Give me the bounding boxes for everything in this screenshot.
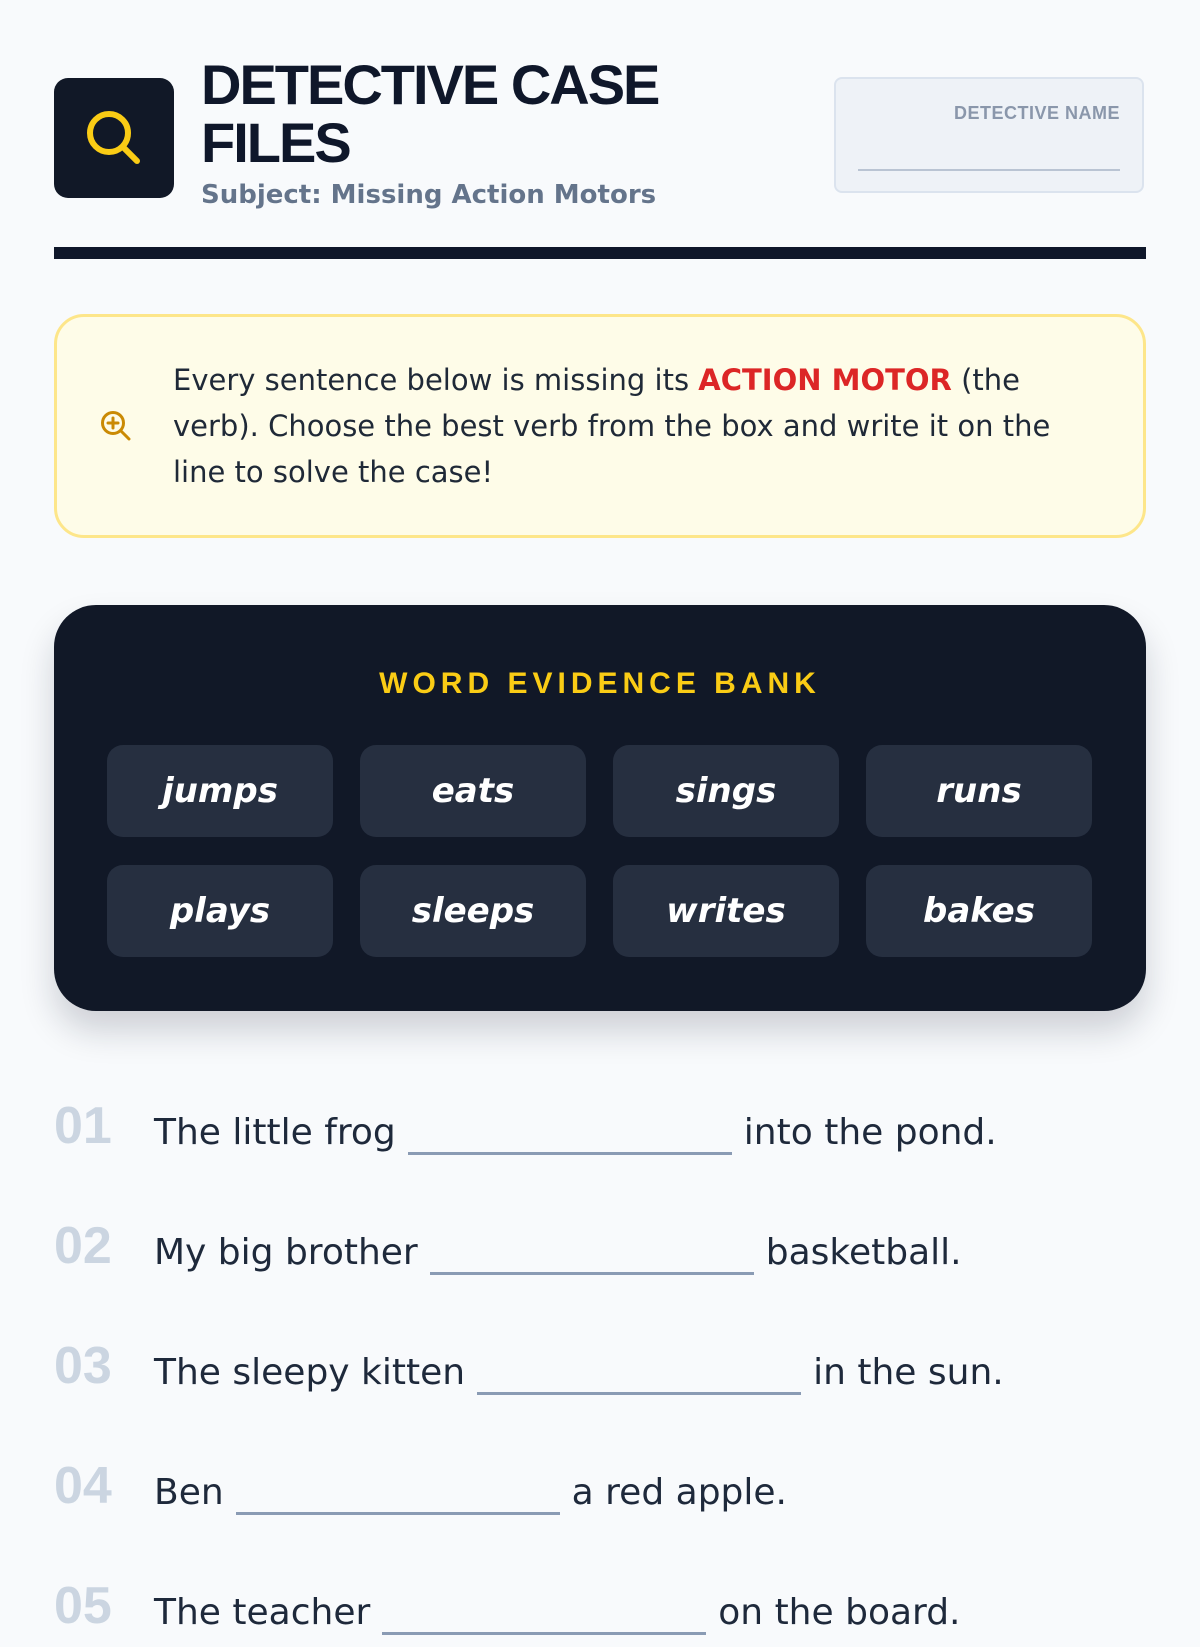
word-chip-eats[interactable]: eats	[360, 745, 586, 837]
question-text-after: basketball.	[765, 1231, 962, 1273]
word-bank-grid	[107, 745, 1093, 957]
logo-badge	[54, 78, 174, 198]
question-row	[54, 1337, 1146, 1407]
word-chip-sleeps[interactable]: sleeps	[360, 865, 586, 957]
word-evidence-bank	[54, 605, 1146, 1011]
answer-blank-4[interactable]	[236, 1470, 560, 1515]
question-text-after: in the sun.	[813, 1351, 1004, 1393]
instruction-highlight: ACTION MOTOR	[698, 363, 952, 397]
question-number: 02	[54, 1217, 112, 1275]
word-chip-writes[interactable]: writes	[613, 865, 839, 957]
header-divider	[54, 247, 1146, 259]
answer-blank-3[interactable]	[477, 1350, 801, 1395]
question-text-before: My big brother	[154, 1231, 418, 1273]
worksheet-page	[54, 0, 1146, 1635]
instruction-before: Every sentence below is missing its	[173, 363, 699, 397]
page-subtitle: Subject: Missing Action Motors	[201, 180, 657, 210]
instruction-text	[173, 357, 1093, 495]
question-row	[54, 1217, 1146, 1287]
question-text-before: The little frog	[154, 1111, 396, 1153]
instruction-callout	[54, 314, 1146, 538]
page-title: DETECTIVE CASE FILES	[201, 53, 659, 174]
answer-blank-1[interactable]	[408, 1110, 732, 1155]
question-row	[54, 1457, 1146, 1527]
question-row	[54, 1577, 1146, 1647]
word-chip-sings[interactable]: sings	[613, 745, 839, 837]
question-text-before: The teacher	[154, 1591, 371, 1633]
question-number: 03	[54, 1337, 112, 1395]
question-number: 04	[54, 1457, 112, 1515]
detective-name-line[interactable]	[858, 169, 1120, 171]
question-number: 01	[54, 1097, 112, 1155]
detective-name-label: DETECTIVE NAME	[953, 103, 1120, 123]
detective-name-field[interactable]	[834, 77, 1144, 193]
question-text-after: on the board.	[718, 1591, 961, 1633]
question-number: 05	[54, 1577, 112, 1635]
question-text-after: a red apple.	[571, 1471, 787, 1513]
question-text-before: The sleepy kitten	[154, 1351, 466, 1393]
header	[54, 53, 1146, 216]
question-text-after: into the pond.	[743, 1111, 997, 1153]
question-text-before: Ben	[154, 1471, 224, 1513]
answer-blank-2[interactable]	[430, 1230, 754, 1275]
word-chip-bakes[interactable]: bakes	[866, 865, 1092, 957]
word-chip-runs[interactable]: runs	[866, 745, 1092, 837]
answer-blank-5[interactable]	[382, 1590, 706, 1635]
question-row	[54, 1097, 1146, 1167]
word-chip-plays[interactable]: plays	[107, 865, 333, 957]
instruction-after: (the verb). Choose the best verb from the box and write it on the line to solve the case!	[173, 363, 1051, 489]
word-chip-jumps[interactable]: jumps	[107, 745, 333, 837]
magnifier-icon	[81, 105, 147, 171]
zoom-in-icon	[99, 409, 133, 443]
word-bank-title: WORD EVIDENCE BANK	[379, 667, 821, 700]
